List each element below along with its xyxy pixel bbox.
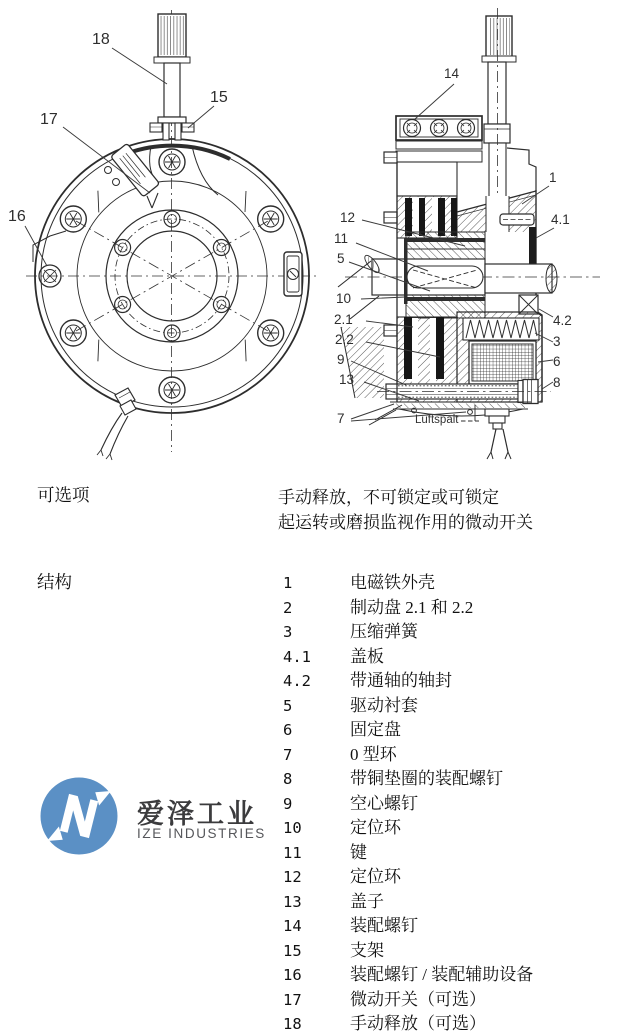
part-name: 装配螺钉 / 装配辅助设备 [350, 965, 534, 984]
part-number: 14 [283, 917, 302, 935]
figure-callout: 9 [337, 352, 345, 367]
figure-callout: 8 [553, 375, 561, 390]
part-number: 11 [283, 843, 302, 862]
parts-list-row [283, 597, 533, 622]
part-name: 盖子 [350, 891, 384, 911]
parts-list-row [283, 572, 533, 597]
options-line: 起运转或磨损监视作用的微动开关 [278, 513, 533, 532]
part-name: 压缩弹簧 [350, 622, 418, 641]
parts-list-row [283, 915, 533, 940]
part-name: 装配螺钉 [350, 916, 418, 935]
figure-callout: 4.2 [553, 313, 572, 328]
part-name: 带通轴的轴封 [350, 671, 452, 690]
figure-callout: 4.1 [551, 212, 570, 227]
figure-callout: 3 [553, 334, 561, 349]
parts-list-row [283, 866, 533, 891]
figure-callout: 13 [339, 372, 355, 387]
parts-list-row [283, 670, 533, 695]
ize-logo-brand-cn: 爱泽工业 [137, 799, 257, 829]
part-name: 定位环 [350, 867, 401, 886]
part-number: 4.2 [283, 672, 311, 690]
options-heading: 可选项 [37, 485, 90, 505]
brake-technical-drawing [0, 0, 629, 462]
part-name: 键 [350, 842, 367, 862]
figure-callout: 14 [444, 66, 460, 81]
part-number: 16 [283, 966, 302, 984]
parts-list-row [283, 744, 533, 769]
ize-logo-brand-en: IZE INDUSTRIES [137, 826, 266, 841]
part-number: 8 [283, 770, 293, 788]
part-number: 6 [283, 721, 293, 739]
options-line: 手动释放，不可锁定或可锁定 [278, 488, 499, 507]
parts-list-row [283, 646, 533, 671]
part-name: 支架 [350, 940, 384, 960]
parts-list-row [283, 621, 533, 646]
part-name: 制动盘 2.1 和 2.2 [350, 597, 474, 617]
part-number: 13 [283, 892, 302, 911]
part-name: 带铜垫圈的装配螺钉 [350, 769, 503, 788]
part-number: 9 [283, 794, 293, 813]
figure-callout: 16 [8, 208, 26, 225]
part-number: 10 [283, 819, 302, 837]
parts-list-row [283, 793, 533, 818]
figure-callout: 1 [549, 170, 557, 185]
part-number: 17 [283, 990, 302, 1009]
part-name: 空心螺钉 [350, 793, 418, 813]
part-name: 固定盘 [350, 720, 401, 739]
structure-heading: 结构 [37, 572, 72, 592]
figure-callout: 15 [210, 89, 228, 106]
figure-callout: 6 [553, 354, 561, 369]
part-number: 4.1 [283, 647, 311, 666]
ize-logo-icon [40, 777, 120, 857]
figure-callout: 17 [40, 111, 58, 128]
part-name: 0 型环 [350, 744, 397, 764]
figure-callout: 5 [337, 251, 345, 266]
parts-list-row [283, 940, 533, 965]
figure-callout: 11 [334, 231, 349, 246]
parts-list-row [283, 768, 533, 793]
parts-list-row [283, 989, 533, 1014]
parts-list-row [283, 719, 533, 744]
figure-callout: 7 [337, 411, 345, 426]
part-number: 12 [283, 868, 302, 886]
part-name: 微动开关（可选） [350, 989, 486, 1009]
part-number: 1 [283, 574, 293, 592]
part-name: 盖板 [350, 646, 384, 666]
part-number: 18 [283, 1015, 302, 1033]
parts-list-row [283, 891, 533, 916]
parts-list-row [283, 817, 533, 842]
parts-list-row [283, 842, 533, 867]
part-name: 定位环 [350, 818, 401, 837]
parts-list [283, 572, 533, 1033]
figure-callout: 18 [92, 31, 110, 48]
parts-list-row [283, 964, 533, 989]
figure-callout: 10 [336, 291, 352, 306]
parts-list-row [283, 695, 533, 720]
part-name: 驱动衬套 [350, 695, 418, 715]
figure-callout: 12 [340, 210, 356, 225]
figure-callout: 2.2 [335, 332, 354, 347]
figure-callout: 2.1 [334, 312, 353, 327]
parts-list-row [283, 1013, 533, 1033]
part-number: 15 [283, 941, 302, 960]
part-name: 手动释放（可选） [350, 1014, 486, 1033]
part-number: 3 [283, 623, 293, 641]
part-number: 5 [283, 696, 293, 715]
air-gap-label: Luftspalt [415, 414, 459, 426]
part-number: 7 [283, 745, 293, 764]
part-name: 电磁铁外壳 [350, 573, 435, 592]
part-number: 2 [283, 598, 293, 617]
